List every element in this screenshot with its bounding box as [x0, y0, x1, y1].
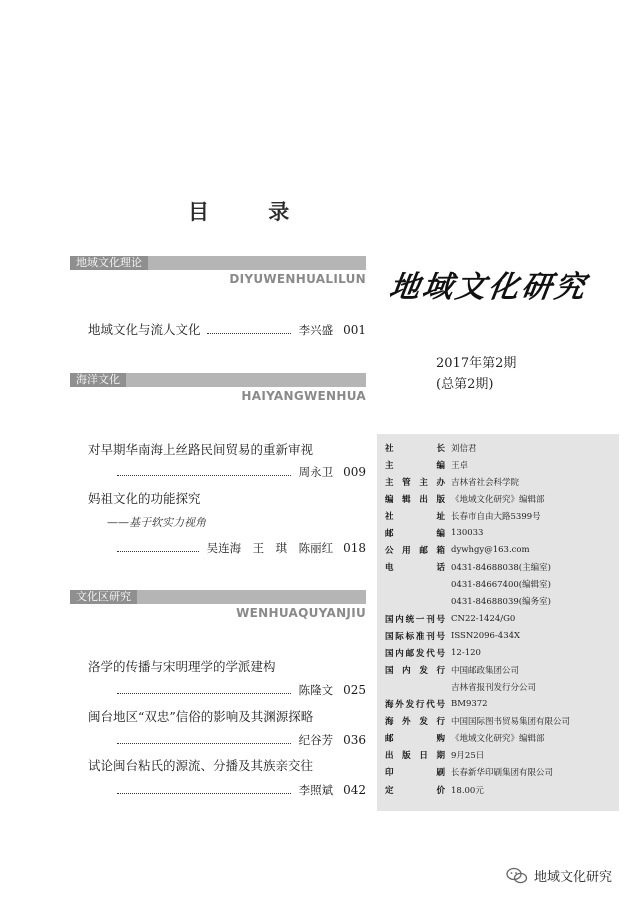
masthead-row [385, 661, 615, 678]
masthead-row [385, 696, 615, 713]
masthead-row [385, 713, 615, 730]
masthead-row [385, 559, 615, 576]
section-label: 海洋文化 [70, 373, 126, 387]
masthead-value: ISSN2096-434X [451, 630, 521, 641]
masthead-label: 公用邮箱 [385, 546, 445, 557]
masthead-value: 《地域文化研究》编辑部 [451, 494, 545, 505]
article-page: 018 [343, 541, 366, 555]
article-page: 025 [343, 683, 366, 697]
section-pinyin: WENHUAQUYANJIU [236, 606, 366, 620]
toc-entry-line [117, 682, 366, 698]
masthead-label: 定价 [385, 785, 445, 796]
masthead-value: 18.00元 [451, 785, 484, 796]
masthead-label: 印刷 [385, 768, 445, 779]
toc-entry-line [117, 464, 366, 480]
masthead-value: BM9372 [451, 699, 488, 709]
article-page: 009 [343, 465, 366, 479]
masthead-row [385, 610, 615, 627]
section-pinyin: DIYUWENHUALILUN [229, 272, 366, 286]
masthead-label: 电话 [385, 563, 445, 574]
masthead-row [385, 627, 615, 644]
article-title[interactable]: 闽台地区“双忠”信俗的影响及其渊源探略 [88, 709, 314, 724]
masthead-row [385, 439, 615, 456]
masthead-label: 主编 [385, 460, 445, 471]
leader-dots [117, 692, 291, 694]
masthead-row [385, 542, 615, 559]
watermark-text: 地域文化研究 [534, 870, 613, 885]
masthead-label: 邮编 [385, 529, 445, 539]
masthead-value: dywhgy@163.com [451, 545, 530, 556]
article-title[interactable]: 洛学的传播与宋明理学的学派建构 [88, 659, 276, 674]
masthead-label: 社址 [385, 511, 445, 522]
wechat-watermark [506, 866, 612, 885]
masthead-row [385, 747, 615, 764]
article-title[interactable]: 妈祖文化的功能探究 [88, 491, 201, 506]
masthead-row [385, 644, 615, 661]
leader-dots [207, 332, 291, 334]
masthead-value: 刘信君 [451, 443, 477, 454]
section-header [70, 590, 366, 604]
masthead-label: 编辑出版 [385, 494, 445, 505]
masthead-row [385, 781, 615, 798]
masthead-label: 邮购 [385, 734, 445, 745]
masthead-label: 国内发行 [385, 665, 445, 676]
masthead-label: 社长 [385, 443, 445, 454]
masthead-label: 海外发行代号 [385, 700, 445, 710]
masthead-value: 0431-84688039(编务室) [451, 597, 551, 608]
masthead-value: 130033 [451, 528, 484, 538]
masthead-row [385, 473, 615, 490]
leader-dots [117, 550, 199, 552]
article-author: 纪谷芳 [298, 733, 334, 747]
issue-number: 2017年第2期 [436, 356, 517, 371]
leader-dots [117, 742, 291, 744]
article-title: 地域文化与流人文化 [88, 322, 201, 337]
masthead-value: 长春市自由大路5399号 [451, 511, 541, 522]
masthead-value: 12-120 [451, 647, 481, 658]
wechat-icon [506, 867, 528, 885]
masthead-value: 9月25日 [451, 751, 485, 762]
masthead-label: 出版日期 [385, 751, 445, 762]
section-header [70, 373, 366, 387]
journal-logo: 地域文化研究 [387, 270, 590, 305]
article-page: 036 [343, 733, 366, 747]
masthead-row [385, 730, 615, 747]
masthead-value: 0431-84667400(编辑室) [451, 580, 551, 591]
masthead-label: 主管主办 [385, 477, 445, 488]
masthead-value: 长春新华印刷集团有限公司 [451, 768, 554, 779]
section-label: 文化区研究 [70, 590, 137, 604]
masthead-row [385, 490, 615, 507]
masthead-row [385, 764, 615, 781]
leader-dots [117, 792, 291, 794]
article-author: 周永卫 [298, 465, 334, 479]
masthead-value: 中国国际图书贸易集团有限公司 [451, 717, 571, 728]
section-header [70, 256, 366, 270]
issue-total: (总第2期) [436, 377, 494, 392]
article-author: 李照斌 [298, 783, 334, 797]
masthead-row [385, 678, 615, 695]
article-title[interactable]: 对早期华南海上丝路民间贸易的重新审视 [88, 442, 314, 457]
toc-entry-line [117, 540, 366, 556]
masthead-value: 中国邮政集团公司 [451, 665, 520, 676]
toc-entry-line [117, 782, 366, 798]
article-page: 001 [343, 323, 366, 337]
article-subtitle: ——基于软实力视角 [107, 516, 206, 529]
masthead-row [385, 593, 615, 610]
masthead-value: 王卓 [451, 460, 469, 471]
masthead-label: 国际标准刊号 [385, 631, 445, 642]
article-page: 042 [343, 783, 366, 797]
toc-title: 目 录 [188, 199, 316, 224]
masthead-value: 吉林省报刊发行分公司 [451, 682, 537, 693]
leader-dots [117, 474, 291, 476]
section-label: 地域文化理论 [70, 256, 148, 270]
article-author: 陈隆文 [298, 683, 334, 697]
masthead-row [385, 525, 615, 542]
masthead-value: 《地域文化研究》编辑部 [451, 734, 545, 745]
masthead-value: 吉林省社会科学院 [451, 477, 520, 488]
masthead-row [385, 507, 615, 524]
masthead-value: 0431-84688038(主编室) [451, 563, 551, 574]
masthead-label: 国内统一刊号 [385, 614, 445, 625]
masthead-label: 国内邮发代号 [385, 648, 445, 659]
masthead-row [385, 456, 615, 473]
masthead-row [385, 576, 615, 593]
article-author: 吴连海 王 琪 陈丽红 [206, 541, 334, 555]
section-pinyin: HAIYANGWENHUA [241, 389, 366, 403]
article-title[interactable]: 试论闽台粘氏的源流、分播及其族亲交往 [88, 758, 314, 773]
article-author: 李兴盛 [298, 323, 334, 337]
masthead-label: 海外发行 [385, 717, 445, 728]
toc-entry[interactable] [88, 320, 366, 338]
toc-entry-line [117, 732, 366, 748]
masthead-value: CN22-1424/G0 [451, 613, 516, 624]
